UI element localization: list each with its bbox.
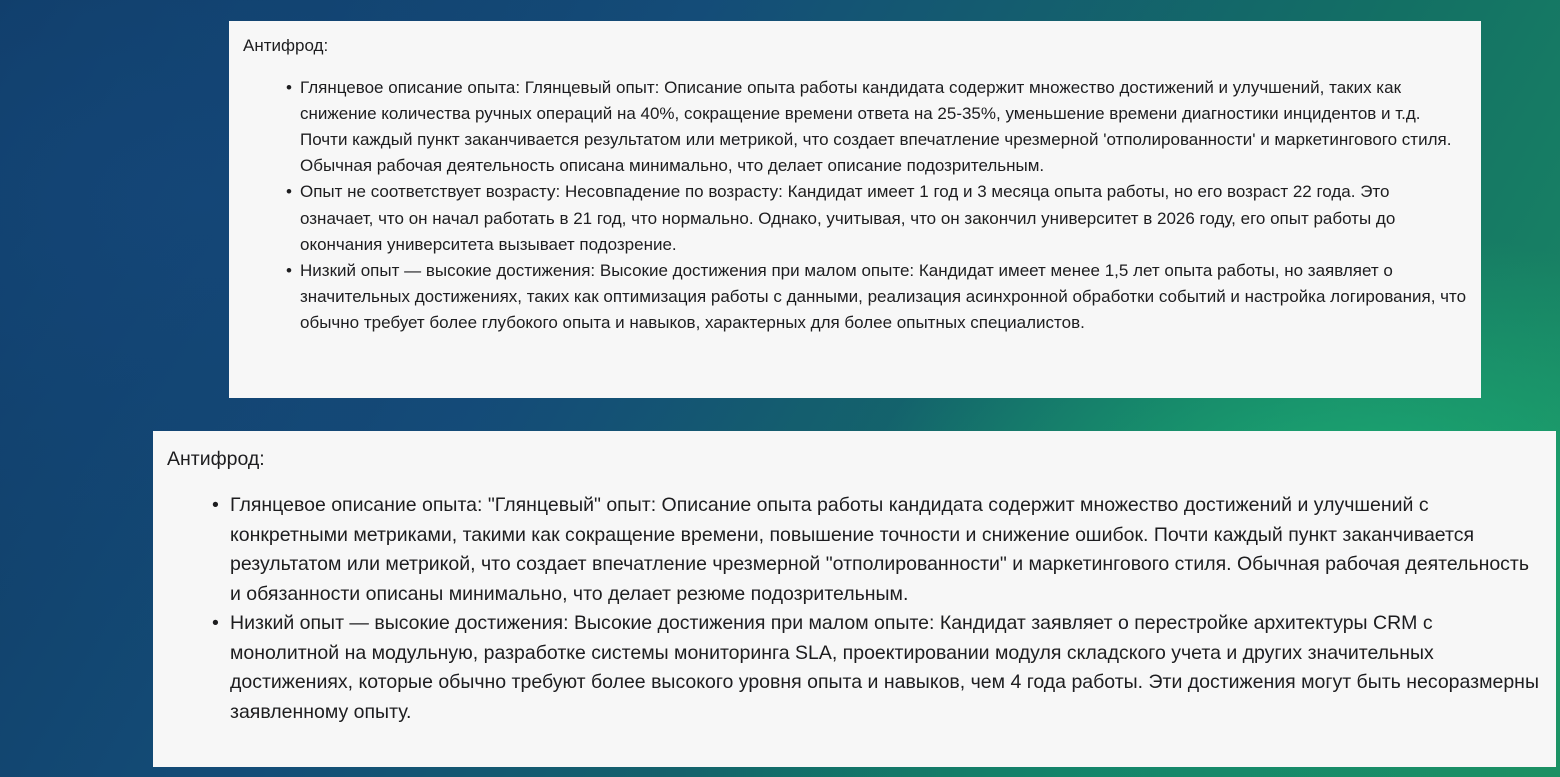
list-item	[243, 258, 1467, 337]
panel-title: Антифрод:	[243, 36, 329, 55]
list-item	[167, 491, 1542, 609]
list-item-text: Глянцевое описание опыта: "Глянцевый" опыт: Описание опыта работы кандидата содержит множество достижений и улучшений с конкретными метриками, такими как сокращение времени, повышение точности и снижение ошибок. Почти каждый пункт заканчивается результатом или метрикой, что создает впечатление чрезмерной "отполированности" и маркетингового стиля. Обычная рабочая деятельность и обязанности описаны минимально, что делает резюме подозрительным.	[230, 494, 1530, 605]
panel-title: Антифрод:	[167, 448, 265, 470]
bullet-icon: •	[212, 612, 219, 635]
bullet-icon: •	[286, 77, 292, 97]
antifraud-list	[167, 491, 1542, 727]
list-item-text: Глянцевое описание опыта: Глянцевый опыт: Описание опыта работы кандидата содержит множество достижений и улучшений, таких как снижение количества ручных операций на 40%, сокращение времени ответа на 25-35%, уменьшение времени диагностики инцидентов и т.д. Почти каждый пункт заканчивается результатом или метрикой, что создает впечатление чрезмерной 'отполированности' и маркетингового стиля. Обычная рабочая деятельность описана минимально, что делает описание подозрительным.	[300, 77, 1452, 176]
bullet-icon: •	[286, 261, 292, 281]
antifraud-list	[243, 75, 1467, 337]
bullet-icon: •	[286, 182, 292, 202]
list-item-text: Опыт не соответствует возрасту: Несовпадение по возрасту: Кандидат имеет 1 год и 3 месяца опыта работы, но его возраст 22 года. Это означает, что он начал работать в 21 год, что нормально. Однако, учитывая, что он закончил университет в 2026 году, его опыт работы до окончания университета вызывает подозрение.	[300, 182, 1396, 254]
antifraud-panel-bottom	[153, 431, 1556, 767]
list-item-text: Низкий опыт — высокие достижения: Высокие достижения при малом опыте: Кандидат имеет менее 1,5 лет опыта работы, но заявляет о значительных достижениях, таких как оптимизация работы с данными, реализация асинхронной обработки событий и настройка логирования, что обычно требует более глубокого опыта и навыков, характерных для более опытных специалистов.	[300, 261, 1467, 333]
list-item	[243, 75, 1467, 180]
list-item-text: Низкий опыт — высокие достижения: Высокие достижения при малом опыте: Кандидат заявляет о перестройке архитектуры CRM с монолитной на модульную, разработке системы мониторинга SLA, проектировании модуля складского учета и других значительных достижениях, которые обычно требуют более высокого уровня опыта и навыков, чем 4 года работы. Эти достижения могут быть несоразмерны заявленному опыту.	[230, 612, 1539, 723]
list-item	[243, 179, 1467, 258]
antifraud-panel-top	[229, 21, 1481, 398]
bullet-icon: •	[212, 494, 219, 517]
list-item	[167, 609, 1542, 727]
